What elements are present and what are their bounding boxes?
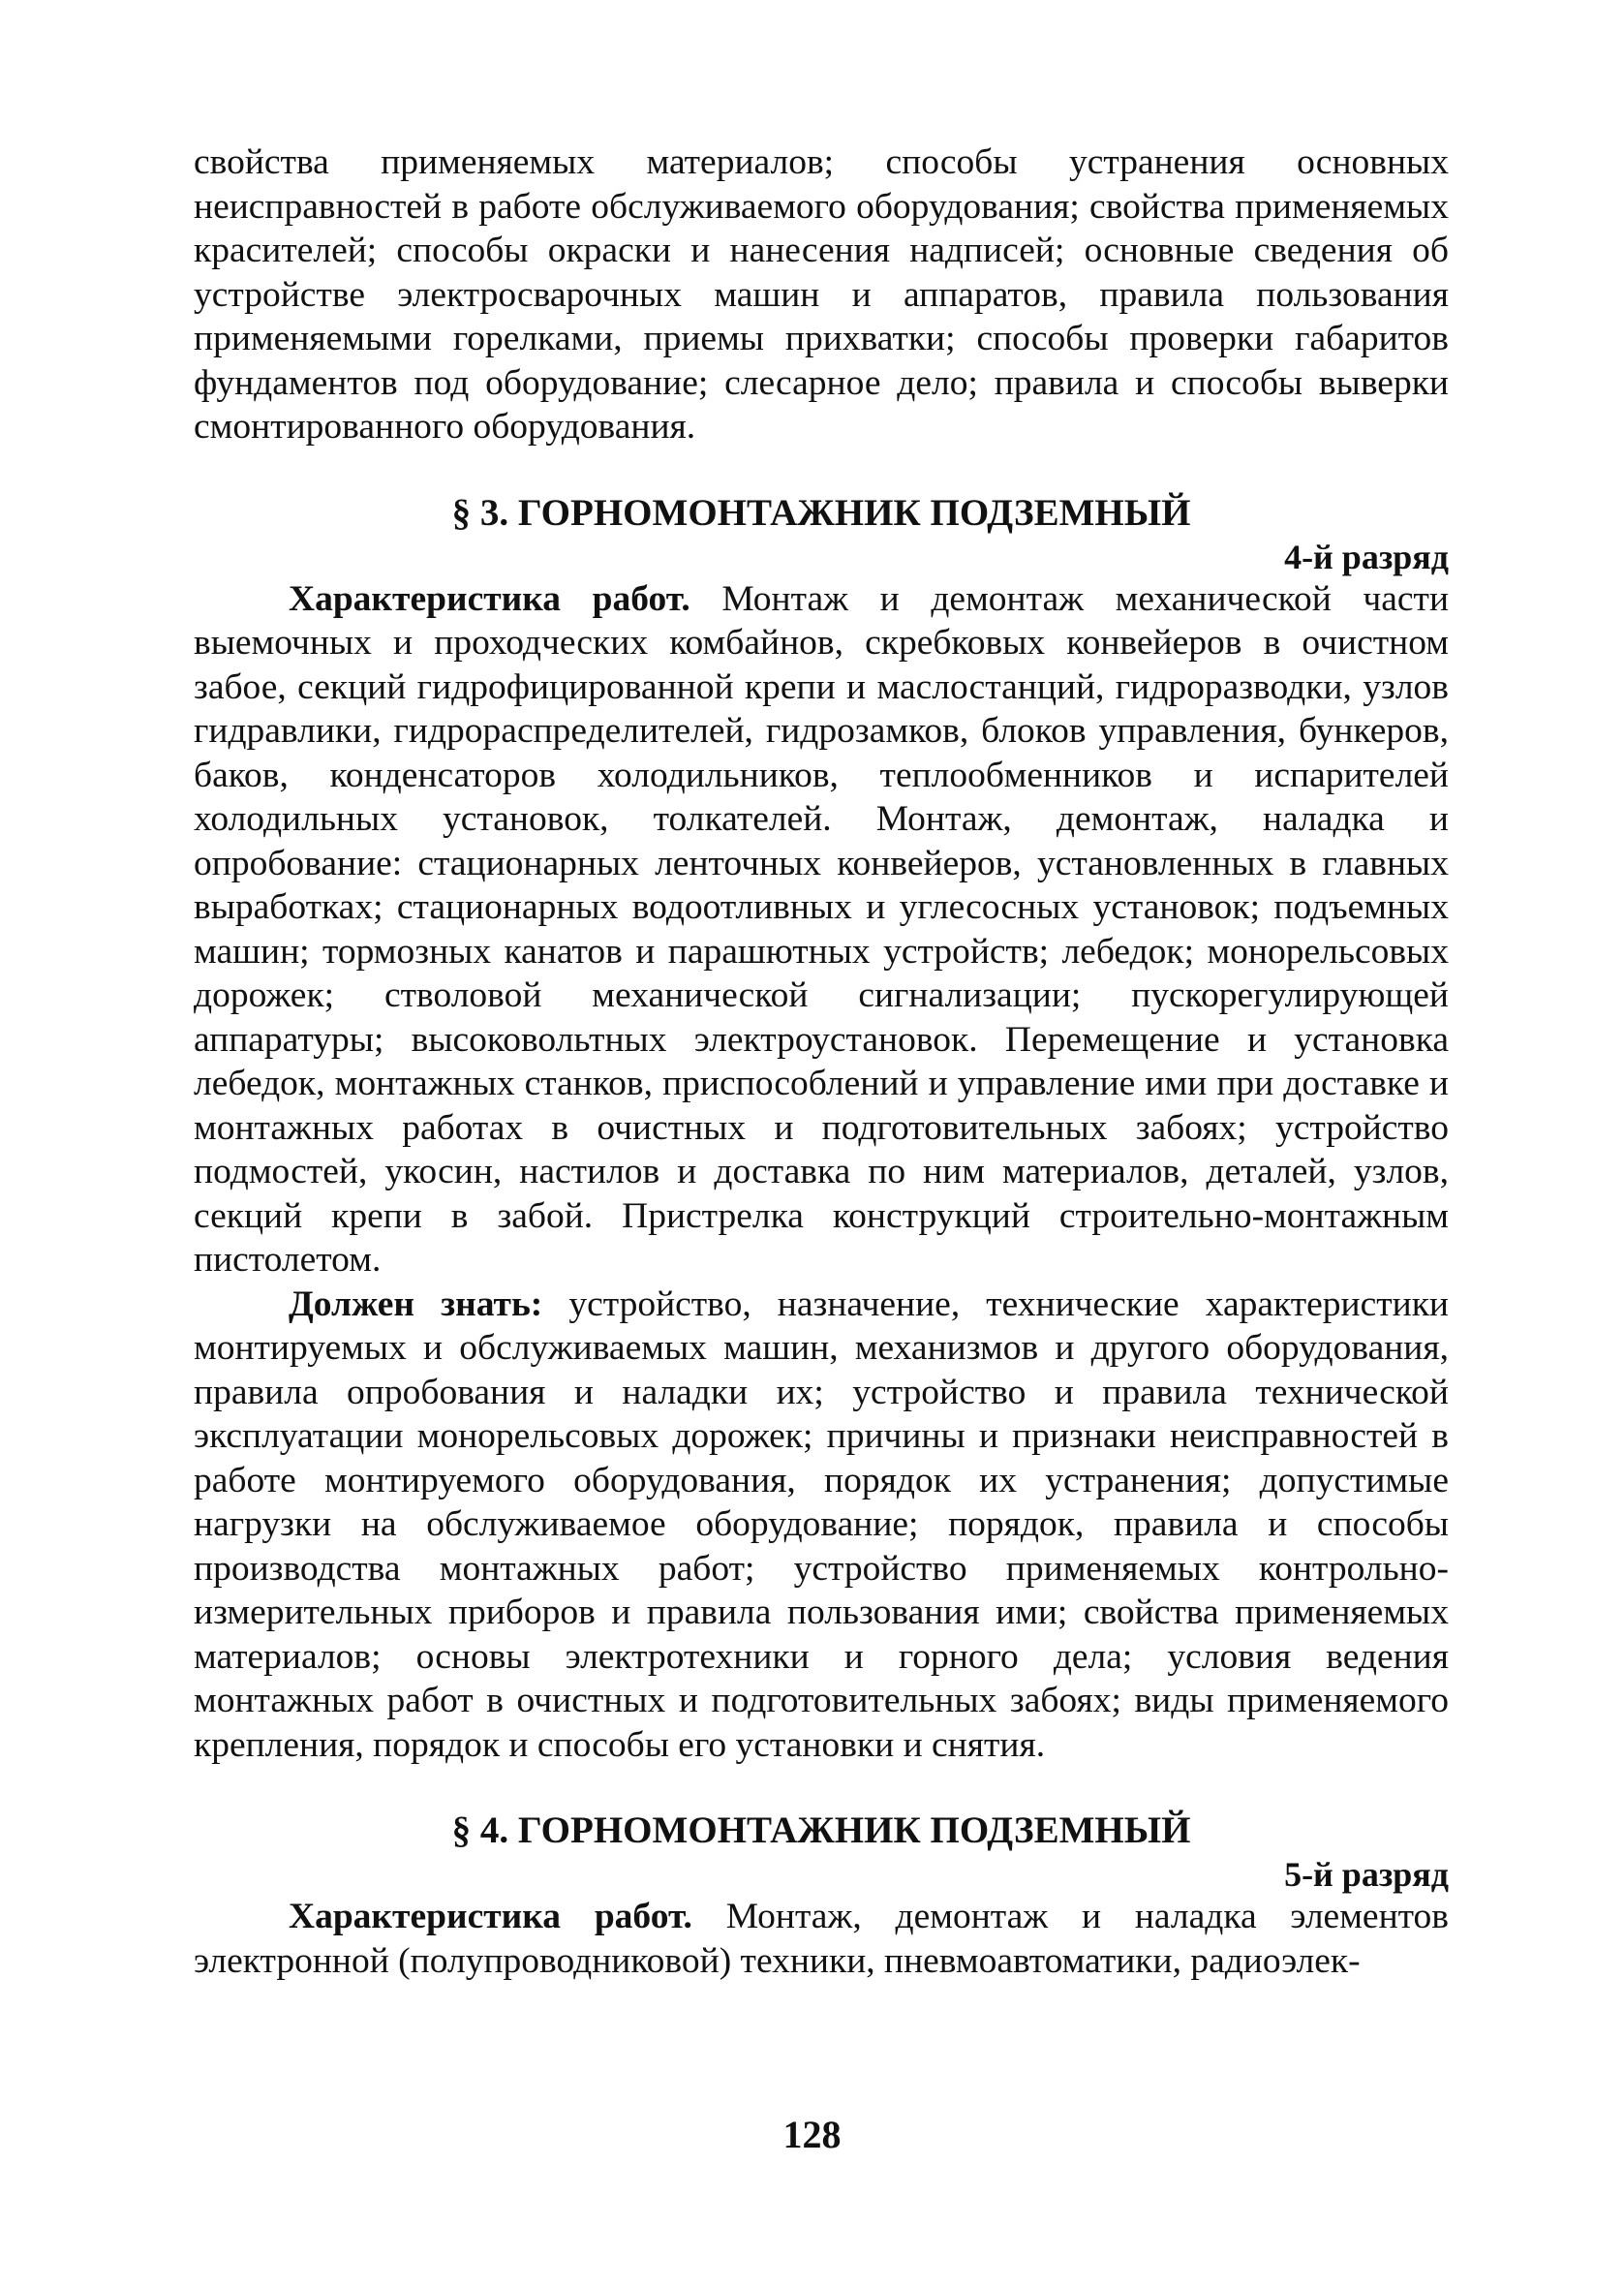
characteristics-label: Характеристика работ.	[289, 578, 690, 619]
characteristics-text: Монтаж и демонтаж механической части выемочных и проходческих комбайнов, скребковых конвейеров в очистном забое, секций гидрофицированной крепи и маслостанций, гидроразводки, узлов гидравлики, гидрораспределителей, гидрозамков, блоков управления, бункеров, баков, конденсаторов холодильников, теплообменников и испарителей холодильных установок, толкателей. Монтаж, демонтаж, наладка и опробование: стационарных ленточных конвейеров, установленных в главных выработках; стационарных водоотливных и углесосных установок; подъемных машин; тормозных канатов и парашютных устройств; лебедок; монорельсовых дорожек; стволовой механической сигнализации; пускорегулирующей аппаратуры; высоковольтных электроустановок. Перемещение и установка лебедок, монтажных станков, приспособлений и управление ими при доставке и монтажных работах в очистных и подготовительных забоях; устройство подмостей, укосин, настилов и доставка по ним материалов, деталей, узлов, секций крепи в забой. Пристрелка конструкций строительно-монтажным пистолетом.	[194, 578, 1450, 1280]
page-number: 128	[782, 2113, 842, 2156]
intro-paragraph: свойства применяемых материалов; способы устранения основных неисправностей в работе обслуживаемого оборудования; свойства применяемых красителей; способы окраски и нанесения надписей; основные сведения об устройстве электросварочных машин и аппаратов, правила пользования применяемыми горелками, приемы прихватки; способы проверки габаритов фундаментов под оборудование; слесарное дело; правила и способы выверки смонтированного оборудования.	[194, 142, 1449, 447]
characteristics-text: Монтаж, демонтаж и наладка элементов электронной (полупроводниковой) техники, пневмоавтоматики, радиоэлек-	[194, 1897, 1449, 1981]
document-page	[194, 140, 1449, 1983]
characteristics-label: Характеристика работ.	[289, 1897, 692, 1936]
section-3-characteristics	[194, 577, 1449, 1283]
section-4-heading: § 4. ГОРНОМОНТАЖНИК ПОДЗЕМНЫЙ	[451, 1809, 1191, 1851]
knowledge-label: Должен знать:	[289, 1283, 543, 1324]
section-4-grade: 5-й разряд	[1284, 1855, 1449, 1894]
section-3-grade: 4-й разряд	[1284, 537, 1449, 576]
knowledge-text: устройство, назначение, технические характеристики монтируемых и обслуживаемых машин, механизмов и другого оборудования, правила опробования и наладки их; устройство и правила технической эксплуатации монорельсовых дорожек; причины и признаки неисправностей в работе монтируемого оборудования, порядок их устранения; допустимые нагрузки на обслуживаемое оборудование; порядок, правила и способы производства монтажных работ; устройство применяемых контрольно-измерительных приборов и правила пользования ими; свойства применяемых материалов; основы электротехники и горного дела; условия ведения монтажных работ в очистных и подготовительных забоях; виды применяемого крепления, порядок и способы его установки и снятия.	[194, 1283, 1449, 1765]
section-3-knowledge	[194, 1283, 1449, 1768]
section-3	[194, 490, 1449, 1768]
section-4	[194, 1808, 1449, 1983]
section-3-heading: § 3. ГОРНОМОНТАЖНИК ПОДЗЕМНЫЙ	[451, 491, 1191, 534]
section-4-characteristics	[194, 1895, 1449, 1983]
